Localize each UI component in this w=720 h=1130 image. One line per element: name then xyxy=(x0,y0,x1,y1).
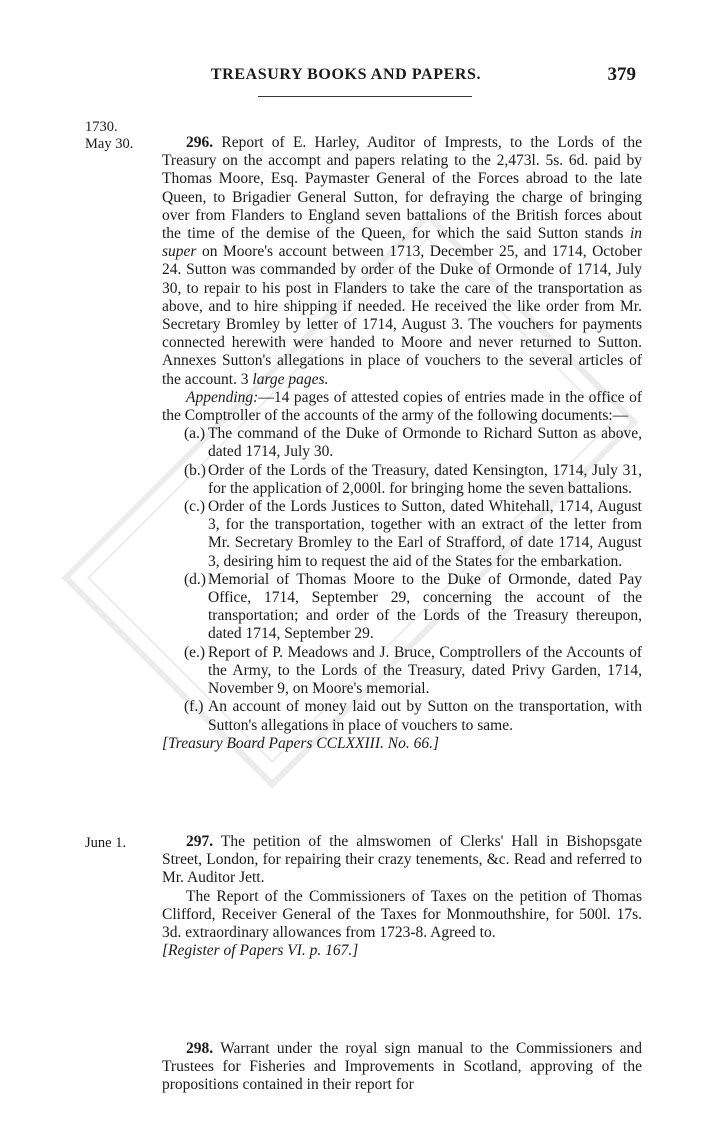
margin-year: 1730. xyxy=(85,119,118,135)
entry-296-body: 296. Report of E. Harley, Auditor of Imprests, to the Lords of the Treasury on the accompt and papers relating to the 2,473l. 5s. 6d. paid by Thomas Moore, Esq. Paymaster General of the Forces abroad to the late Queen, to Brigadier General Sutton, for defraying the charge of bringing over from Flanders to England seven battalions of the British forces about the time of the demise of the Queen, for which the said Sutton stands in super on Moore's account between 1713, December 25, and 1714, October 24. Sutton was commanded by order of the Duke of Ormonde of 1714, July 30, to repair to his post in Flanders to take the care of the transportation as above, and to hire shipping if needed. He received the like order from Mr. Secretary Bromley by letter of 1714, August 3. The vouchers for payments connected herewith were handed to Moore and never returned to Sutton. Annexes Sutton's allegations in place of vouchers to the several articles of the account. 3 large pages. xyxy=(162,134,642,388)
entry-297 xyxy=(162,833,642,960)
entry-297-body: 297. The petition of the almswomen of Clerks' Hall in Bishopsgate Street, London, for repairing their crazy tenements, &c. Read and referred to Mr. Auditor Jett. xyxy=(162,833,642,887)
appended-documents-list xyxy=(162,425,642,734)
entry-296 xyxy=(162,134,642,753)
list-item: (e.) Report of P. Meadows and J. Bruce, Comptrollers of the Accounts of the Army, to the Lords of the Treasury, dated Privy Garden, 1714, November 9, on Moore's memorial. xyxy=(184,643,642,698)
citation-296: [Treasury Board Papers CCLXXIII. No. 66.] xyxy=(162,734,440,752)
entry-298 xyxy=(162,1040,642,1095)
margin-date-may-30: May 30. xyxy=(85,136,134,152)
page-header xyxy=(196,66,646,106)
list-item: (c.) Order of the Lords Justices to Sutton, dated Whitehall, 1714, August 3, for the transportation, together with an extract of the letter from Mr. Secretary Bromley to the Earl of Strafford, of date 1714, August 3, desiring him to request the aid of the States for the embarkation. xyxy=(184,498,642,570)
entry-number: 298. xyxy=(186,1040,214,1057)
citation-297: [Register of Papers VI. p. 167.] xyxy=(162,942,359,960)
page-number: 379 xyxy=(607,64,636,85)
header-rule xyxy=(258,96,472,97)
list-item: (a.) The command of the Duke of Ormonde to Richard Sutton as above, dated 1714, July 30. xyxy=(184,425,642,461)
entry-298-body: 298. Warrant under the royal sign manual to the Commissioners and Trustees for Fisheries and Improvements in Scotland, approving of the propositions contained in their report for xyxy=(162,1040,642,1094)
list-item: (d.) Memorial of Thomas Moore to the Duke of Ormonde, dated Pay Office, 1714, September 29, concerning the account of the transportation; and order of the Lords of the Treasury thereupon, dated 1714, September 29. xyxy=(184,570,642,643)
entry-number: 296. xyxy=(186,134,214,151)
appending-paragraph: Appending:—14 pages of attested copies of entries made in the office of the Comptroller of the accounts of the army of the following documents:— xyxy=(162,388,642,425)
margin-date-june-1: June 1. xyxy=(85,835,127,851)
entry-297-report: The Report of the Commissioners of Taxes on the petition of Thomas Clifford, Receiver General of the Taxes for Monmouthshire, for 500l. 17s. 3d. extraordinary allowances from 1723-8. Agreed to. xyxy=(162,887,642,942)
entry-number: 297. xyxy=(186,833,214,850)
list-item: (b.) Order of the Lords of the Treasury, dated Kensington, 1714, July 31, for the application of 2,000l. for bringing home the seven battalions. xyxy=(184,461,642,497)
running-head: TREASURY BOOKS AND PAPERS. xyxy=(210,66,482,83)
list-item: (f.) An account of money laid out by Sutton on the transportation, with Sutton's allegations in place of vouchers to same. xyxy=(184,698,642,734)
